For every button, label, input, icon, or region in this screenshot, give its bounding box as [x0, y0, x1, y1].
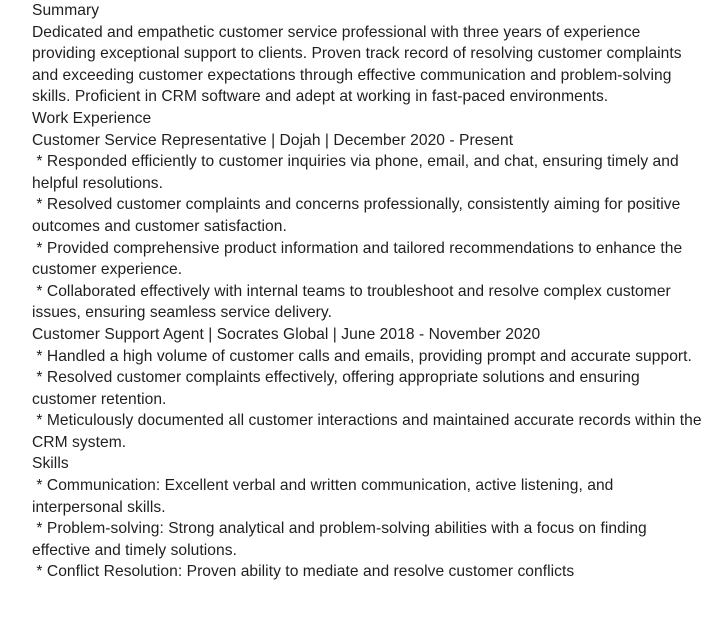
resume-document	[32, 0, 706, 583]
job-title-line: Customer Support Agent | Socrates Global | June 2018 - November 2020	[32, 325, 541, 343]
job-bullet: * Provided comprehensive product information and tailored recommendations to enhance the customer experience.	[32, 239, 687, 279]
skill-item: * Conflict Resolution: Proven ability to mediate and resolve customer conflicts	[32, 563, 575, 581]
summary-heading: Summary	[32, 2, 100, 19]
skill-item: * Problem-solving: Strong analytical and problem-solving abilities with a focus on finding effective and timely solutions.	[32, 520, 652, 559]
job-bullet: * Handled a high volume of customer calls and emails, providing prompt and accurate support.	[32, 347, 692, 365]
job-bullet: * Resolved customer complaints effectively, offering appropriate solutions and ensuring customer retention.	[32, 369, 645, 408]
job-bullet: * Meticulously documented all customer interactions and maintained accurate records within the CRM system.	[32, 412, 706, 451]
job-title-line: Customer Service Representative | Dojah | December 2020 - Present	[32, 131, 514, 149]
work-experience-heading: Work Experience	[32, 109, 152, 127]
job-bullet: * Collaborated effectively with internal teams to troubleshoot and resolve complex customer issues, ensuring seamless service delivery.	[32, 282, 676, 322]
job-bullet: * Resolved customer complaints and concerns professionally, consistently aiming for positive outcomes and customer satisfaction.	[32, 196, 685, 235]
skills-heading: Skills	[32, 455, 69, 473]
skill-item: * Communication: Excellent verbal and written communication, active listening, and interpersonal skills.	[32, 477, 618, 516]
summary-text: Dedicated and empathetic customer service professional with three years of experience providing exceptional support to clients. Proven track record of resolving customer complaints and exceeding customer expectations through effective communication and problem-solving skills. Proficient in CRM software and adept at working in fast-paced environments.	[32, 23, 686, 106]
job-bullet: * Responded efficiently to customer inquiries via phone, email, and chat, ensuring timely and helpful resolutions.	[32, 153, 684, 192]
